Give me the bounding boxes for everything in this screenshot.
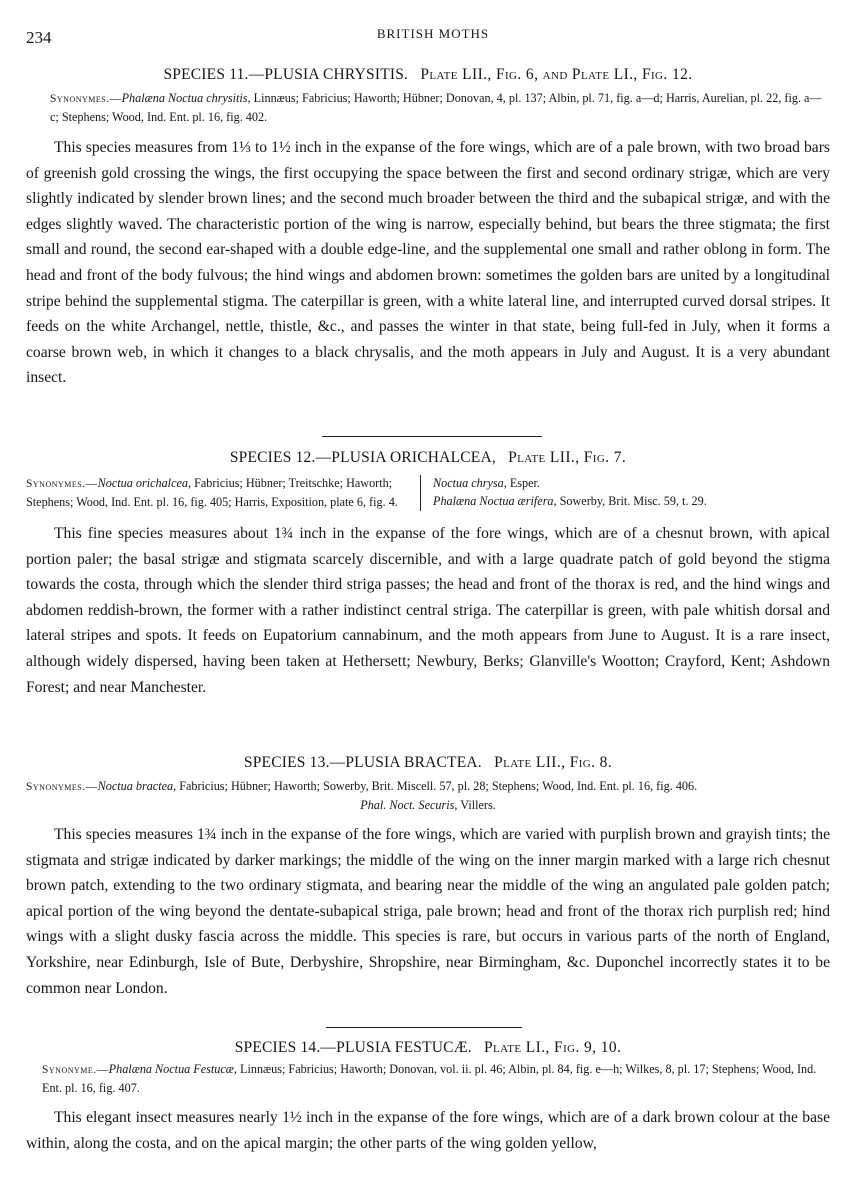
species-heading: [26, 66, 830, 84]
species-13-section: [26, 754, 830, 1001]
synonyms-right-column: [421, 475, 707, 511]
synonym-line-2: [26, 797, 830, 815]
synonyms-label: Synonymes.—: [26, 781, 98, 793]
species-description: [26, 521, 830, 700]
species-11-section: [26, 66, 830, 391]
synonym-authorities: Fabricius; Hübner; Treitschke; Haworth; Stephens; Wood, Ind. Ent. pl. 16, fig. 405; Harris, Exposition, plate 6, fig. 4.: [26, 476, 398, 509]
synonym-alt-name: Phal. Noct. Securis,: [360, 797, 458, 812]
species-title: SPECIES 14.—PLUSIA FESTUCÆ.: [234, 1039, 472, 1056]
synonyms-label: Synonyme.—: [42, 1064, 109, 1076]
plate-reference: Plate LII., Fig. 8.: [494, 754, 613, 771]
species-description: [26, 1105, 830, 1156]
page-number: 234: [26, 28, 52, 47]
synonym-alt-author: Villers.: [457, 797, 496, 812]
species-heading: [26, 754, 830, 772]
synonym-authorities: Linnæus; Fabricius; Haworth; Donovan, vol. ii. pl. 46; Albin, pl. 84, fig. e—h; Wilkes, 8, pl. 17; Stephens; Wood, Ind. Ent. pl. 16, fig. 407.: [42, 1062, 817, 1095]
species-description: [26, 822, 830, 1001]
synonym-primary: Noctua orichalcea,: [97, 476, 192, 490]
synonym-primary: Phalæna Noctua Festucæ,: [108, 1062, 237, 1076]
synonym-alt-2-name: Phalæna Noctua ærifera,: [433, 493, 557, 508]
description-paragraph: This fine species measures about 1¾ inch in the expanse of the fore wings, which are of a chesnut brown, with apical portion paler; the basal strigæ and stigmata scarcely discernible, and with a large quadrate patch of gold beyond the stigma towards the costa, through which the slender third striga passes; the head and front of the thorax is red, and the hind wings and abdomen reddish-brown, the former with a rather indistinct central striga. The caterpillar is green, with pale whitish dorsal and lateral stripes and spots. It feeds on Eupatorium cannabinum, and the moth appears from June to August. It is a rare insect, although widely dispersed, having been taken at Hethersett; Newbury, Berks; Glanville's Wootton; Crayford, Kent; Ashdown Forest; and near Manchester.: [26, 525, 830, 696]
page-header: [26, 22, 840, 46]
synonym-primary: Noctua bractea,: [97, 779, 177, 793]
synonym-alt-1-name: Noctua chrysa,: [433, 476, 507, 490]
synonym-primary: Phalæna Noctua chrysitis,: [121, 91, 251, 105]
species-title: SPECIES 13.—PLUSIA BRACTEA.: [243, 754, 482, 771]
species-heading: [26, 449, 830, 467]
section-divider: [322, 436, 542, 437]
running-title: BRITISH MOTHS: [376, 26, 490, 41]
synonyms-label: Synonymes.—: [50, 93, 122, 105]
description-paragraph: This species measures from 1⅓ to 1½ inch in the expanse of the fore wings, which are of a pale brown, with two broad bars of greenish gold crossing the wings, the first occupying the space between the first and second ordinary strigæ, which are very slightly indicated by slender brown lines; and the second much broader between the third and the subapical strigæ, and with the edges slightly waved. The characteristic portion of the wing is narrow, especially behind, but bears the three stigmata; the first small and round, the second ear-shaped with a double edge-line, and the supplemental one small and rather oblong in form. The head and front of the body fulvous; the hind wings and abdomen brown: sometimes the golden bars are united by a longitudinal stripe behind the supplemental stigma. The caterpillar is green, with a white lateral line, and interrupted curved dorsal stripes. It feeds on the white Archangel, nettle, thistle, &c., and passes the winter in that state, being full-fed in July, when it forms a coarse brown web, in which it changes to a black chrysalis, and the moth appears in July and August. It is a very abundant insect.: [26, 139, 830, 387]
synonyms: [26, 1061, 830, 1097]
synonyms-left-column: [26, 475, 421, 511]
synonyms: [26, 778, 830, 814]
plate-reference: Plate LII., Fig. 6, and Plate LI., Fig. 12.: [420, 66, 693, 83]
synonym-alt-2: [433, 493, 707, 511]
description-paragraph: This elegant insect measures nearly 1½ inch in the expanse of the fore wings, which are of a dark brown colour at the base within, along the costa, and on the apical margin; the other parts of the wing golden yellow,: [26, 1109, 830, 1152]
species-description: [26, 135, 830, 391]
plate-reference: Plate LI., Fig. 9, 10.: [484, 1039, 622, 1056]
description-paragraph: This species measures 1¾ inch in the expanse of the fore wings, which are varied with purplish brown and grayish tints; the stigmata and strigæ indicated by darker markings; the middle of the wing on the inner margin marked with a large rich chesnut brown patch, extending to the two ordinary stigmata, and bearing near the middle of the wing an angulated pale golden patch; apical portion of the wing beyond the dentate-subapical striga, pale brown; head and front of the thorax rich purplish red; hind wings with a slight dusky fascia across the middle. This species is rare, but occurs in various parts of the north of England, Yorkshire, near Edinburgh, Isle of Bute, Derbyshire, Shropshire, near Birmingham, &c. Duponchel incorrectly states it to be common near London.: [26, 826, 830, 997]
species-12-section: [26, 449, 830, 700]
synonyms: [26, 475, 830, 511]
section-divider: [326, 1027, 522, 1028]
synonym-authorities: Fabricius; Hübner; Haworth; Sowerby, Brit. Miscell. 57, pl. 28; Stephens; Wood, Ind. Ent. pl. 16, fig. 406.: [176, 779, 698, 793]
species-14-section: [26, 1039, 830, 1156]
synonym-alt-2-author: Sowerby, Brit. Misc. 59, t. 29.: [556, 493, 707, 508]
synonym-authorities: Linnæus; Fabricius; Haworth; Hübner; Donovan, 4, pl. 137; Albin, pl. 71, fig. a—d; Harris, Aurelian, pl. 22, fig. a—c; Stephens; Wood, Ind. Ent. pl. 16, fig. 402.: [50, 91, 822, 124]
species-title: SPECIES 11.—PLUSIA CHRYSITIS.: [163, 66, 409, 83]
plate-reference: Plate LII., Fig. 7.: [508, 449, 627, 466]
species-title: SPECIES 12.—PLUSIA ORICHALCEA,: [229, 449, 496, 466]
species-heading: [26, 1039, 830, 1057]
synonym-alt-1: [433, 475, 707, 493]
synonyms-label: Synonymes.—: [26, 478, 98, 490]
synonyms: [26, 90, 830, 126]
synonym-alt-1-author: Esper.: [506, 476, 540, 490]
